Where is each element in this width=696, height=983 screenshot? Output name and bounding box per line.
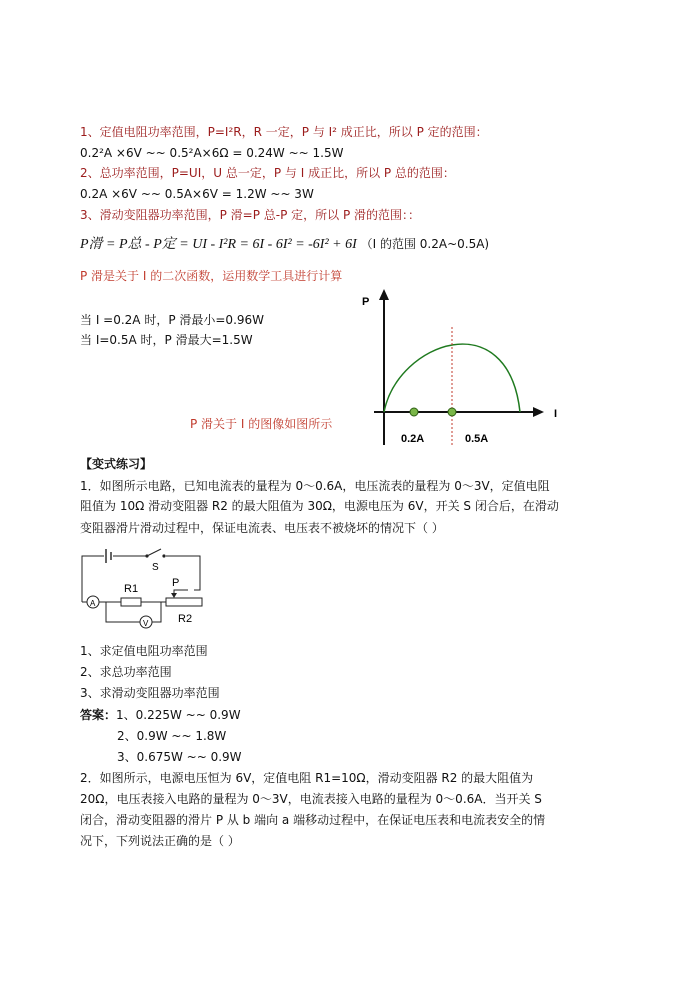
tick-0-2a: 0.2A	[401, 433, 425, 445]
q2-line-2: 20Ω，电压表接入电路的量程为 0～3V，电流表接入电路的量程为 0～0.6A．当开关 S	[80, 792, 542, 806]
switch-label: S	[152, 562, 159, 573]
point-0-5a	[448, 408, 456, 416]
graph-x-label: I	[554, 408, 558, 420]
q1-line-3: 变阻器滑片滑动过程中，保证电流表、电压表不被烧坏的情况下（ ）	[80, 521, 444, 535]
graph-x-arrow	[533, 407, 544, 417]
ammeter-label: A	[90, 599, 96, 608]
power-curve	[384, 344, 520, 412]
r1-label: R1	[124, 583, 139, 595]
section1-calc: 0.2²A ×6V ~~ 0.5²A×6Ω = 0.24W ~~ 1.5W	[80, 146, 344, 160]
circuit-diagram	[76, 546, 216, 630]
answer-label: 答案：	[80, 708, 117, 722]
q2-line-3: 闭合，滑动变阻器的滑片 P 从 b 端向 a 端移动过程中，在保证电压表和电流表安全的情	[80, 813, 546, 827]
q1-line-2: 阻值为 10Ω 滑动变阻器 R2 的最大阻值为 30Ω，电源电压为 6V，开关 S 闭合后，在滑动	[80, 499, 559, 513]
graph-y-arrow	[379, 289, 389, 300]
switch-blade	[147, 549, 161, 556]
power-current-graph	[350, 285, 570, 455]
point-0-2a	[410, 408, 418, 416]
r2-label: R2	[178, 613, 193, 625]
practice-heading: 【变式练习】	[80, 457, 153, 471]
task-2: 2、求总功率范围	[80, 665, 172, 679]
section1-title: 1、定值电阻功率范围，P=I²R，R 一定，P 与 I² 成正比，所以 P 定的范围：	[80, 125, 488, 139]
min-power-line: 当 I =0.2A 时，P 滑最小=0.96W	[80, 313, 265, 327]
q2-line-1: 2．如图所示，电源电压恒为 6V，定值电阻 R1=10Ω，滑动变阻器 R2 的最大阻值为	[80, 771, 534, 785]
max-power-line: 当 I=0.5A 时，P 滑最大=1.5W	[80, 333, 253, 347]
slider-label: P	[172, 577, 180, 589]
graph-y-label: P	[362, 296, 370, 308]
q2-line-4: 况下，下列说法正确的是（ ）	[80, 834, 240, 848]
answer-3: 3、0.675W ~~ 0.9W	[117, 750, 242, 764]
graph-caption: P 滑关于 I 的图像如图所示	[190, 417, 333, 431]
q1-line-1: 1．如图所示电路，已知电流表的量程为 0～0.6A，电压流表的量程为 0～3V，定值电阻	[80, 479, 550, 493]
answer-2: 2、0.9W ~~ 1.8W	[117, 729, 227, 743]
tick-0-5a: 0.5A	[465, 433, 489, 445]
resistor-r2	[166, 598, 202, 606]
section2-title: 2、总功率范围，P=UI，U 总一定，P 与 I 成正比，所以 P 总的范围：	[80, 166, 455, 180]
power-formula: P滑 = P总 - P定 = UI - I²R = 6I - 6I² = -6I² + 6I	[80, 237, 357, 252]
current-range-note: （I 的范围 0.2A~0.5A)	[360, 237, 490, 251]
quadratic-note: P 滑是关于 I 的二次函数，运用数学工具进行计算	[80, 269, 343, 283]
resistor-r1	[121, 598, 141, 606]
section3-title: 3、滑动变阻器功率范围，P 滑=P 总-P 定，所以 P 滑的范围：：	[80, 208, 421, 222]
task-1: 1、求定值电阻功率范围	[80, 644, 208, 658]
voltmeter-label: V	[143, 619, 149, 628]
answer-1: 1、0.225W ~~ 0.9W	[116, 708, 241, 722]
section2-calc: 0.2A ×6V ~~ 0.5A×6V = 1.2W ~~ 3W	[80, 187, 314, 201]
task-3: 3、求滑动变阻器功率范围	[80, 686, 220, 700]
